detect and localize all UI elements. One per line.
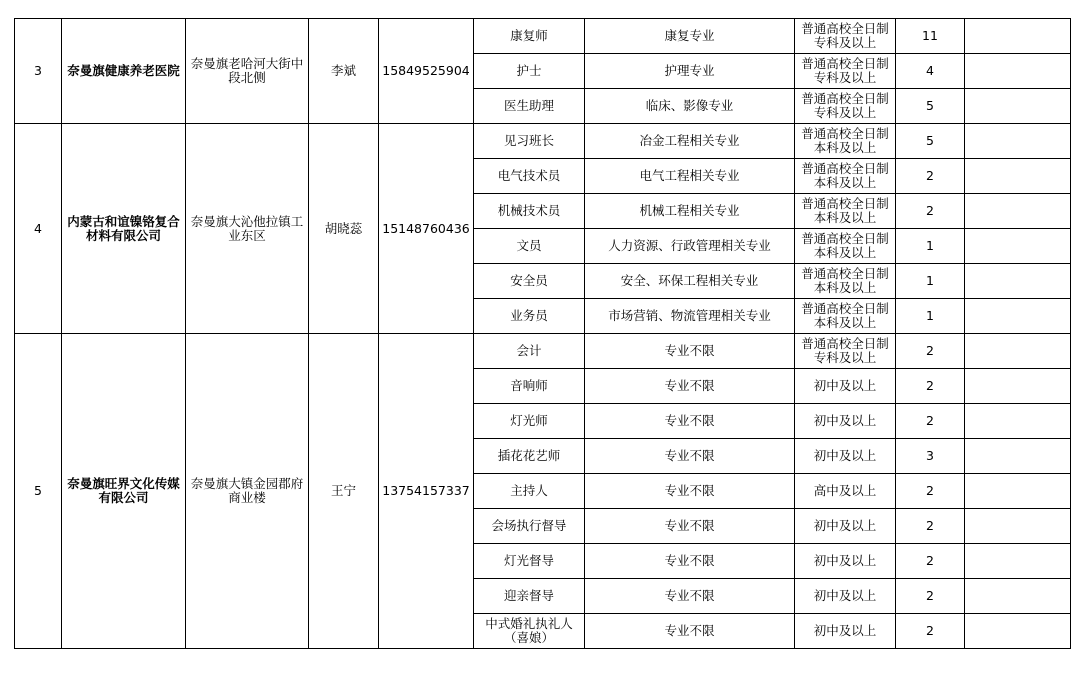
job-title: 灯光督导 (474, 544, 585, 579)
job-major: 专业不限 (585, 544, 795, 579)
job-remark (965, 334, 1071, 369)
job-major: 专业不限 (585, 579, 795, 614)
company-address: 奈曼旗大沁他拉镇工业东区 (186, 124, 309, 334)
job-remark (965, 579, 1071, 614)
job-count: 1 (896, 229, 965, 264)
company-address: 奈曼旗大镇金园郡府商业楼 (186, 334, 309, 649)
job-major: 临床、影像专业 (585, 89, 795, 124)
job-count: 5 (896, 124, 965, 159)
job-title: 会计 (474, 334, 585, 369)
job-education: 普通高校全日制专科及以上 (795, 54, 896, 89)
job-remark (965, 404, 1071, 439)
job-remark (965, 124, 1071, 159)
job-count: 5 (896, 89, 965, 124)
table-row (15, 19, 1071, 54)
job-count: 2 (896, 509, 965, 544)
job-education: 初中及以上 (795, 404, 896, 439)
job-remark (965, 159, 1071, 194)
job-education: 初中及以上 (795, 544, 896, 579)
entry-number: 4 (15, 124, 62, 334)
job-title: 见习班长 (474, 124, 585, 159)
job-major: 市场营销、物流管理相关专业 (585, 299, 795, 334)
job-education: 普通高校全日制本科及以上 (795, 159, 896, 194)
job-major: 专业不限 (585, 404, 795, 439)
job-count: 2 (896, 194, 965, 229)
company-name: 奈曼旗旺界文化传媒有限公司 (62, 334, 186, 649)
contact-phone: 15148760436 (379, 124, 474, 334)
job-major: 护理专业 (585, 54, 795, 89)
job-remark (965, 264, 1071, 299)
job-count: 11 (896, 19, 965, 54)
job-major: 安全、环保工程相关专业 (585, 264, 795, 299)
job-education: 普通高校全日制本科及以上 (795, 124, 896, 159)
job-major: 电气工程相关专业 (585, 159, 795, 194)
job-remark (965, 194, 1071, 229)
job-education: 初中及以上 (795, 439, 896, 474)
job-major: 康复专业 (585, 19, 795, 54)
contact-person: 李斌 (309, 19, 379, 124)
job-education: 高中及以上 (795, 474, 896, 509)
contact-phone: 15849525904 (379, 19, 474, 124)
job-title: 插花花艺师 (474, 439, 585, 474)
job-title: 护士 (474, 54, 585, 89)
job-remark (965, 229, 1071, 264)
job-major: 专业不限 (585, 509, 795, 544)
job-major: 专业不限 (585, 369, 795, 404)
job-education: 普通高校全日制本科及以上 (795, 194, 896, 229)
job-title: 康复师 (474, 19, 585, 54)
job-major: 专业不限 (585, 614, 795, 649)
job-title: 主持人 (474, 474, 585, 509)
job-title: 中式婚礼执礼人（喜娘） (474, 614, 585, 649)
job-count: 2 (896, 404, 965, 439)
job-count: 2 (896, 369, 965, 404)
job-title: 业务员 (474, 299, 585, 334)
entry-number: 5 (15, 334, 62, 649)
recruitment-table (14, 18, 1071, 649)
job-count: 2 (896, 474, 965, 509)
job-major: 专业不限 (585, 439, 795, 474)
company-address: 奈曼旗老哈河大街中段北侧 (186, 19, 309, 124)
job-education: 普通高校全日制本科及以上 (795, 264, 896, 299)
job-education: 普通高校全日制本科及以上 (795, 229, 896, 264)
job-remark (965, 439, 1071, 474)
job-count: 4 (896, 54, 965, 89)
job-remark (965, 299, 1071, 334)
job-remark (965, 509, 1071, 544)
job-count: 2 (896, 159, 965, 194)
job-title: 迎亲督导 (474, 579, 585, 614)
company-name: 内蒙古和谊镍铬复合材料有限公司 (62, 124, 186, 334)
table-row (15, 124, 1071, 159)
contact-person: 胡晓蕊 (309, 124, 379, 334)
job-title: 会场执行督导 (474, 509, 585, 544)
job-count: 2 (896, 614, 965, 649)
job-education: 普通高校全日制专科及以上 (795, 334, 896, 369)
job-title: 电气技术员 (474, 159, 585, 194)
job-major: 人力资源、行政管理相关专业 (585, 229, 795, 264)
job-title: 机械技术员 (474, 194, 585, 229)
job-count: 1 (896, 299, 965, 334)
job-count: 2 (896, 544, 965, 579)
job-remark (965, 54, 1071, 89)
job-remark (965, 89, 1071, 124)
job-education: 初中及以上 (795, 369, 896, 404)
job-education: 初中及以上 (795, 509, 896, 544)
job-major: 冶金工程相关专业 (585, 124, 795, 159)
job-education: 初中及以上 (795, 579, 896, 614)
job-education: 初中及以上 (795, 614, 896, 649)
job-title: 灯光师 (474, 404, 585, 439)
job-title: 医生助理 (474, 89, 585, 124)
job-remark (965, 19, 1071, 54)
company-name: 奈曼旗健康养老医院 (62, 19, 186, 124)
job-count: 3 (896, 439, 965, 474)
table-body (15, 19, 1071, 649)
job-remark (965, 544, 1071, 579)
contact-phone: 13754157337 (379, 334, 474, 649)
job-title: 音响师 (474, 369, 585, 404)
job-count: 2 (896, 334, 965, 369)
job-major: 专业不限 (585, 334, 795, 369)
job-title: 安全员 (474, 264, 585, 299)
job-education: 普通高校全日制专科及以上 (795, 89, 896, 124)
job-major: 专业不限 (585, 474, 795, 509)
job-title: 文员 (474, 229, 585, 264)
job-remark (965, 614, 1071, 649)
job-major: 机械工程相关专业 (585, 194, 795, 229)
contact-person: 王宁 (309, 334, 379, 649)
job-education: 普通高校全日制专科及以上 (795, 19, 896, 54)
job-remark (965, 369, 1071, 404)
job-remark (965, 474, 1071, 509)
job-count: 2 (896, 579, 965, 614)
job-count: 1 (896, 264, 965, 299)
entry-number: 3 (15, 19, 62, 124)
job-education: 普通高校全日制本科及以上 (795, 299, 896, 334)
table-row (15, 334, 1071, 369)
